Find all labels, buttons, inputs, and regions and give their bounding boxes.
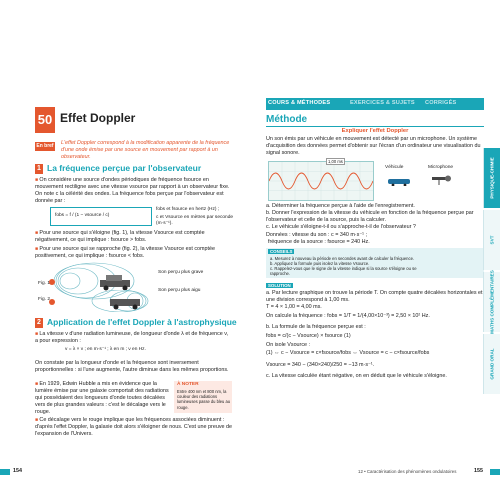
method-title: Expliquer l'effet Doppler — [341, 128, 409, 134]
section2-paragraph-4: ■ Ce décalage vers le rouge implique que les fréquences associées diminuent : d'après l'effet Doppler, la galaxie doit alors s'éloigner de nous. C'est une preuve de l'expansion de l'Univers. — [35, 417, 233, 437]
formula-doppler: fobs = f / (1 − vsource / c) — [55, 213, 110, 218]
side-tab-svt[interactable]: SVT — [483, 210, 500, 270]
question-b: b. Donner l'expression de la vitesse du véhicule en fonction de la fréquence perçue par l'observateur et celle de la source, puis la calculer. — [266, 210, 474, 223]
figure-1-label: Fig. 1 — [38, 281, 50, 286]
vehicle-icon — [386, 173, 412, 183]
solution-b2: fobs = c/(c − Vsource) × fsource (1) — [266, 333, 351, 339]
solution-a3: On calcule la fréquence : fobs = 1/T = 1/(4,00×10⁻³) = 2,50 × 10² Hz. — [266, 313, 430, 319]
section1-number: 1 — [35, 164, 43, 174]
side-tab-physique-chimie[interactable]: PHYSIQUE-CHIMIE — [483, 148, 500, 208]
right-page-number: 155 — [474, 468, 483, 474]
section1-paragraph-2: ■ Pour une source qui s'éloigne (fig. 1), la vitesse Vsource est comptée négativement, ce qui implique : fsource > fobs. — [35, 230, 205, 243]
signal-waveform — [269, 162, 373, 200]
en-bref-text: L'effet Doppler correspond à la modification apparente de la fréquence d'une onde émise par une source en mouvement par rapport à un observateur. — [61, 140, 230, 160]
right-page — [250, 0, 500, 500]
formula-wave: v = λ × ν ; en m·s⁻¹ ; λ en m ; ν en Hz. — [65, 347, 146, 352]
en-bref-label: En bref — [36, 143, 54, 149]
method-intro: Un son émis par un véhicule en mouvement est détecté par un microphone. Un système d'acquisition des données permet d'obtenir sur l'écran d'un ordinateur une visualisation du signal sonore. — [266, 136, 481, 156]
conseil-a: a. Mesurez à nouveau la période en secondes avant de calculer la fréquence. — [270, 256, 415, 261]
solution-label: SOLUTION — [268, 283, 291, 288]
solution-b3: On isole Vsource : — [266, 342, 311, 348]
section2-title: Application de l'effet Doppler à l'astrophysique — [47, 317, 237, 327]
question-a: a. Déterminer la fréquence perçue à l'aide de l'enregistrement. — [266, 203, 415, 209]
formula-box-wave — [65, 347, 195, 355]
conseil-b: b. Appliquez la formule puis isolez la vitesse Vsource. — [270, 261, 370, 266]
question-c: c. Le véhicule s'éloigne-t-il ou s'approche-t-il de l'observateur ? — [266, 224, 416, 230]
section1-paragraph-3: ■ Pour une source qui se rapproche (fig. 2), la vitesse Vsource est comptée positivement, ce qui implique : fsource < fobs. — [35, 246, 216, 259]
section2-paragraph-1: ■ La vitesse v d'une radiation lumineuse, de longueur d'onde λ et de fréquence ν, a pour expression : — [35, 331, 229, 344]
solution-b4: (1) ⇔ c − Vsource = c×fsource/fobs ⇔ Vsource = c − c×fsource/fobs — [266, 350, 430, 356]
footer-chapter: 12 • Caractérisation des phénomènes ondulatoires — [358, 469, 457, 474]
solution-b1: b. La formule de la fréquence perçue est : — [266, 324, 366, 330]
note-title: À NOTER — [177, 382, 199, 387]
tab-corriges[interactable]: CORRIGÉS — [425, 100, 457, 106]
section1-paragraph-1: ■ On considère une source d'ondes périodiques de fréquence fsource en mouvement rectiligne avec une vitesse vsource par rapport à un observateur fixe. On note c la célérité des ondes. La fréquence fobs perçue par l'observateur est donnée par : — [35, 177, 230, 204]
donnees-2: fréquence de la source : fsource = 240 Hz. — [268, 239, 370, 245]
section-title-rule — [266, 126, 484, 127]
formula-box-doppler — [50, 207, 152, 226]
vehicle-label: Véhicule — [385, 165, 404, 170]
side-tab-grand-oral[interactable]: GRAND ORAL — [483, 334, 500, 394]
section2-number: 2 — [35, 318, 43, 328]
page-title: Effet Doppler — [60, 111, 136, 125]
conseil-c: c. Rappelez-vous que le signe de la vitesse indique si la source s'éloigne ou se rapproche. — [270, 266, 417, 276]
scale-label: 1,00 ms — [328, 159, 343, 164]
section-title: Méthode — [266, 114, 308, 125]
section2-paragraph-2: On constate par la longueur d'onde et la fréquence sont inversement proportionnelles : si l'une augmente, l'autre diminue dans les mêmes proportions. — [35, 360, 229, 373]
solution-a2: T = 4 × 1,00 = 4,00 ms. — [266, 304, 322, 310]
solution-c: c. La vitesse calculée étant négative, on en déduit que le véhicule s'éloigne. — [266, 373, 447, 379]
left-page-number: 154 — [13, 468, 22, 474]
solution-a1: a. Par lecture graphique on trouve la période T. On compte quatre décalées horizontales et une division correspond à 1,00 ms. — [266, 290, 483, 303]
side-tab-maths[interactable]: MATHS COMPLÉMENTAIRES — [483, 272, 500, 332]
tab-exercices-sujets[interactable]: EXERCICES & SUJETS — [350, 100, 415, 106]
formula-units-2: c et Vsource en mètres par seconde (m·s⁻¹). — [156, 215, 234, 227]
conseils-label: CONSEILS — [270, 249, 293, 254]
figure-2-caption: Son perçu plus aigu — [158, 288, 201, 293]
oscilloscope-screen — [268, 161, 374, 201]
formula-units-1: fobs et fsource en hertz (Hz) ; — [156, 207, 220, 212]
note-box — [174, 381, 232, 413]
section1-title: La fréquence perçue par l'observateur — [47, 163, 202, 173]
chapter-number: 50 — [35, 107, 55, 133]
section2-paragraph-3: ■ En 1929, Edwin Hubble a mis en évidence que la lumière émise par une galaxie comportait des radiations qui possédaient des longueurs d'onde toutes décalées vers de plus grandes valeurs : c'est le décalage vers le rouge. — [35, 381, 169, 415]
figure-2-label: Fig. 2 — [38, 297, 50, 302]
tab-cours-methodes[interactable]: COURS & MÉTHODES — [268, 100, 331, 106]
donnees-1: Données : vitesse du son : c = 340 m·s⁻¹ ; — [266, 232, 367, 238]
left-page-number-bar — [0, 469, 10, 475]
note-text: Entre 400 nm et 800 nm, la couleur des radiations lumineuses passe du bleu au rouge. — [177, 389, 231, 410]
microphone-icon — [430, 172, 454, 184]
right-page-number-bar — [490, 469, 500, 475]
solution-b5: Vsource = 340 − (340×240)/250 = −13 m·s⁻¹. — [266, 362, 375, 368]
microphone-label: Microphone — [428, 165, 454, 170]
figure-1-caption: Son perçu plus grave — [158, 270, 204, 275]
